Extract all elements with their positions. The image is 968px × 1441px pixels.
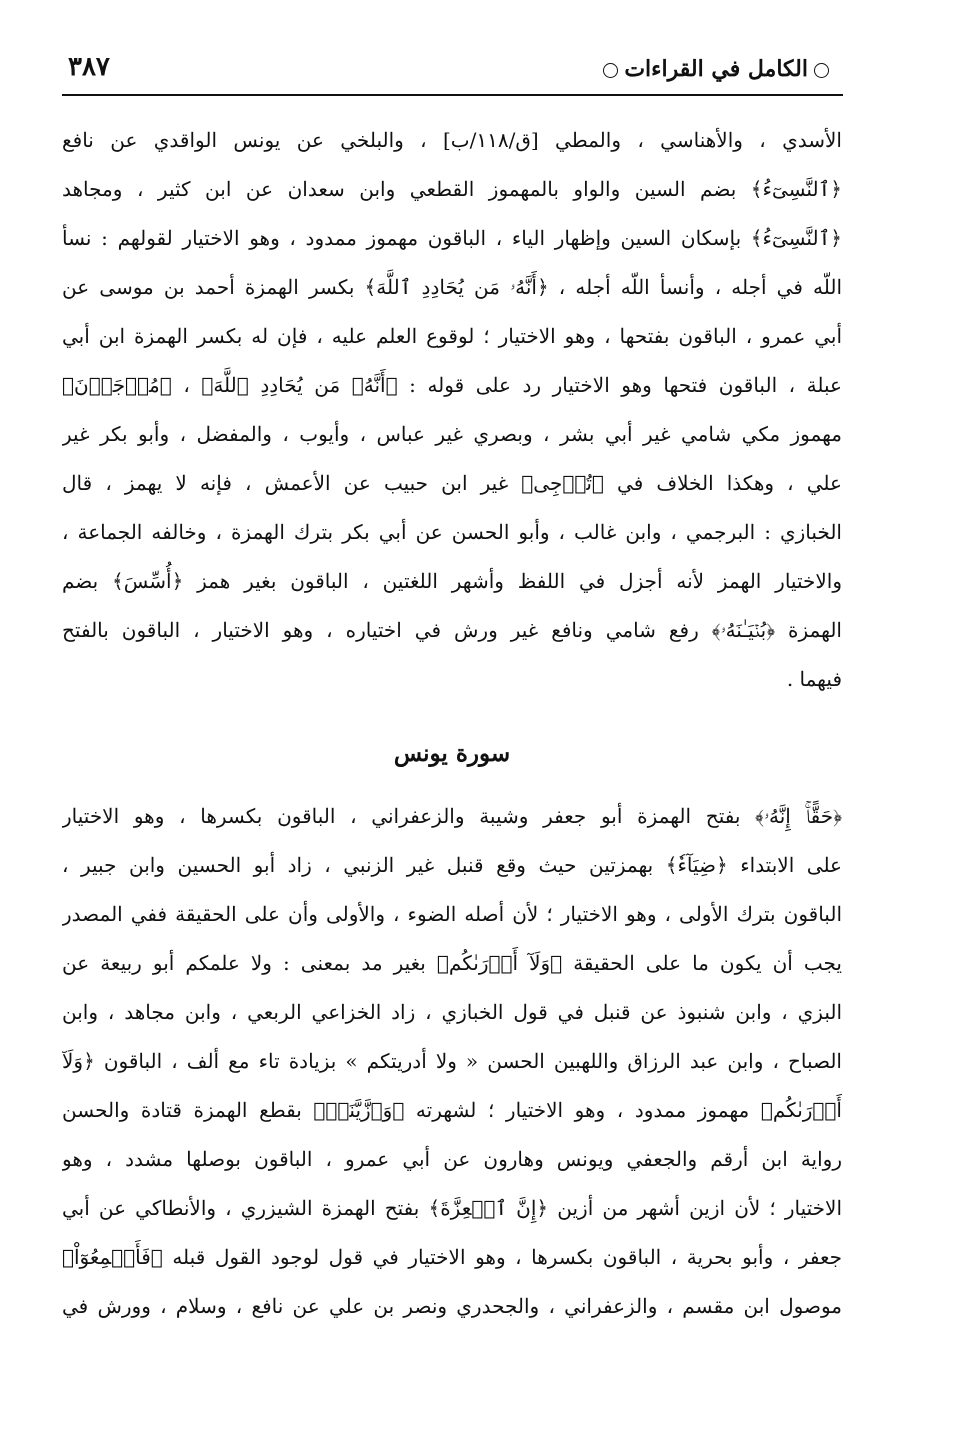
text-line: يجب أن يكون ما على الحقيقة ﴿وَلَآ أَدۡرَىٰكُم﴾ بغير مد بمعنى : ولا علمكم أبو ربيعة عن: [62, 951, 842, 975]
text-line: مهموز مكي شامي غير أبي بشر ، وبصري غير عباس ، وأيوب ، والمفضل ، وأبو بكر غير: [62, 422, 842, 446]
text-line: فيهما .: [786, 667, 842, 691]
text-line: أَدۡرَىٰكُم﴾ مهموز ممدود ، وهو الاختيار ؛ لشهرته ﴿وَٱزَّيَّنَتۡ﴾ بقطع الهمزة قتادة والحسن: [62, 1098, 842, 1122]
text-line: الخبازي : البرجمي ، وابن غالب ، وأبو الحسن عن أبي بكر بترك الهمزة ، وخالفه الجماعة ،: [62, 520, 842, 544]
text-line: موصول ابن مقسم ، والزعفراني ، والجحدري ونصر بن علي عن نافع ، وسلام ، وورش في: [62, 1294, 842, 1318]
section-heading: سورة يونس: [393, 740, 511, 767]
text-line: على الابتداء ﴿ضِيَآءٗ﴾ بهمزتين حيث وقع قنبل غير الزنبي ، زاد أبو الحسين وابن جبير ،: [62, 853, 842, 877]
text-line: جعفر ، وأبو بحرية ، الباقون بكسرها ، وهو الاختيار في قول لوجود القول قبله ﴿فَأَجۡمِعُوٓاْ﴾: [62, 1245, 842, 1269]
text-line: الأسدي ، والأهناسي ، والمطي [ق/١١٨/ب] ، والبلخي عن يونس الواقدي عن نافع: [62, 128, 842, 152]
text-line: عبلة ، الباقون فتحها وهو الاختيار رد على قوله : ﴿أَنَّهُۥ مَن يُحَادِدِ ٱللَّهَ﴾ ، ﴿مُرۡجَوۡنَ﴾: [62, 373, 842, 397]
text-line: اللّه في أجله ، وأنسأ اللّه أجله ، ﴿أَنَّهُۥ مَن يُحَادِدِ ٱللَّهَ﴾ بكسر الهمزة أحمد بن موسى عن: [62, 275, 842, 299]
text-line: ﴿حَقًّاۚ إِنَّهُۥ﴾ بفتح الهمزة أبو جعفر وشيبة والزعفراني ، الباقون بكسرها ، وهو الاختيار: [62, 804, 842, 828]
text-line: الهمزة ﴿بُنۡيَـٰنَهُۥ﴾ رفع شامي ونافع غير ورش في اختياره ، وهو الاختيار ، الباقون بالفتح: [62, 618, 842, 642]
circle-ornament-icon: [603, 63, 618, 78]
text-line: رواية ابن أرقم والجعفي ويونس وهارون عن أبي عمرو ، الباقون بوصلها مشدد ، وهو: [62, 1147, 842, 1171]
text-line: أبي عمرو ، الباقون بفتحها ، وهو الاختيار ؛ لوقوع العلم عليه ، فإن له بكسر الهمزة ابن أبي: [62, 324, 842, 348]
circle-ornament-icon: [814, 63, 829, 78]
running-title: [597, 56, 835, 82]
text-line: ﴿ٱلنَّسِىٓءُ﴾ بإسكان السين وإظهار الياء ، الباقون مهموز ممدود ، وهو الاختيار لقولهم : نسأ: [62, 226, 842, 250]
text-line: الباقون بترك الأولى ، وهو الاختيار ؛ لأن أصله الضوء ، والأولى وأن على الحقيقة ففي المصدر: [62, 902, 842, 926]
section-2-text: [62, 792, 842, 1331]
text-line: والاختيار الهمز لأنه أجزل في اللفظ وأشهر اللغتين ، الباقون بغير همز ﴿أُسِّسَ﴾ بضم: [62, 569, 842, 593]
text-line: البزي ، وابن شنبوذ عن قنبل في قول الخبازي ، زاد الخزاعي الربعي ، وابن مجاهد ، وابن: [62, 1000, 842, 1024]
text-line: الصباح ، وابن عبد الرزاق واللهبين الحسن « ولا أدريتكم » بزيادة تاء مع ألف ، الباقون ﴿وَلَآ: [62, 1049, 842, 1073]
page-number: ٣٨٧: [68, 52, 110, 82]
text-line: الاختيار ؛ لأن ازين أشهر من أزين ﴿إِنَّ ٱلۡعِزَّةَ﴾ بفتح الهمزة الشيزري ، والأنطاكي عن أبي: [62, 1196, 842, 1220]
running-title-text: الكامل في القراءات: [624, 56, 808, 82]
text-line: ﴿ٱلنَّسِىٓءُ﴾ بضم السين والواو بالمهموز القطعي وابن سعدان عن ابن كثير ، ومجاهد: [62, 177, 842, 201]
page-header: [62, 48, 843, 96]
section-1-text: [62, 116, 842, 704]
text-line: علي ، وهكذا الخلاف في ﴿تُرۡجِى﴾ غير ابن حبيب عن الأعمش ، فإنه لا يهمز ، قال: [62, 471, 842, 495]
